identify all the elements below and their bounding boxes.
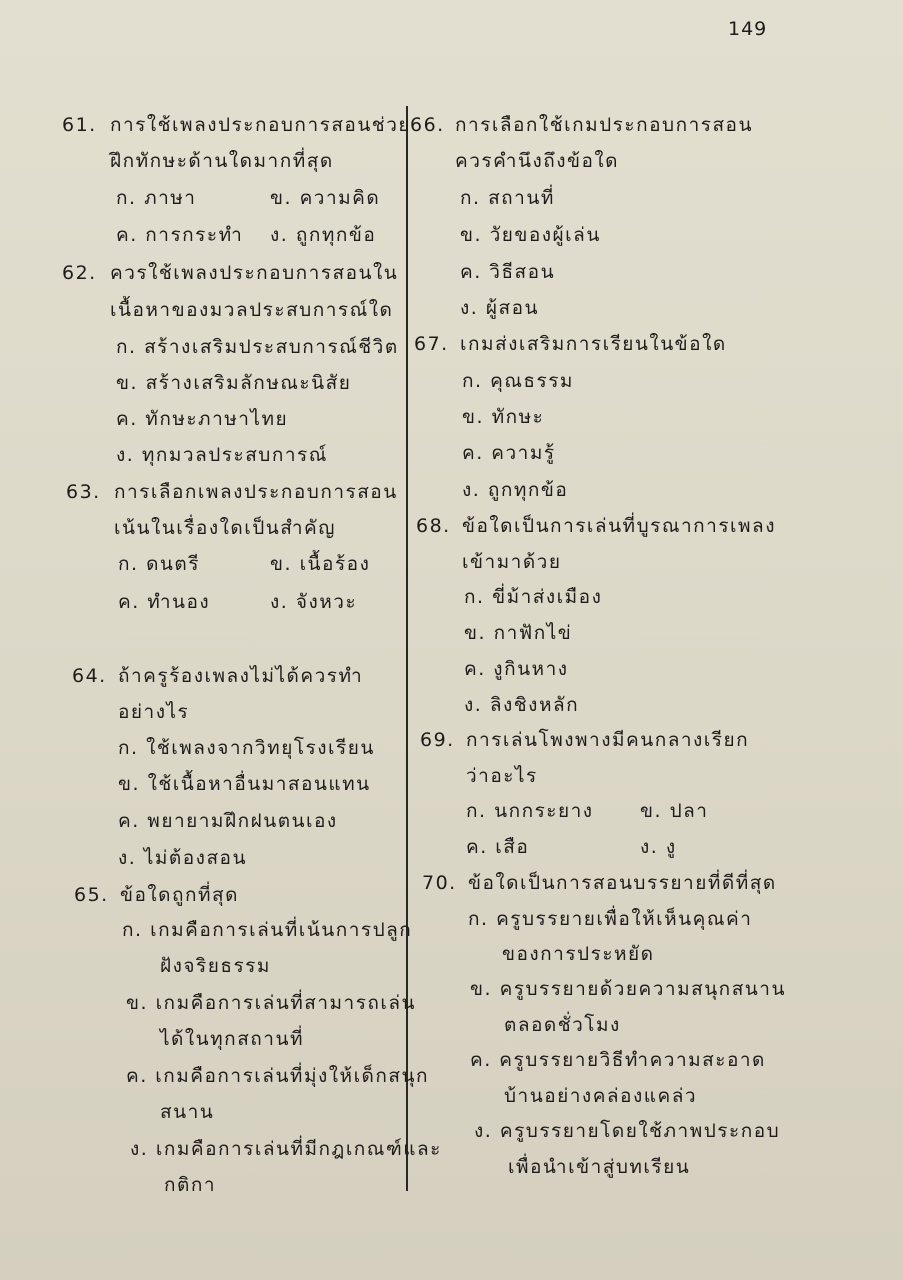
question-68-option-d: ง. ลิงชิงหลัก [464, 694, 580, 716]
question-69-text-1: การเล่นโพงพางมีคนกลางเรียก [466, 729, 750, 751]
question-65-option-d-2: กติกา [164, 1174, 217, 1196]
question-63-option-b: ข. เนื้อร้อง [270, 553, 371, 575]
question-64-option-d: ง. ไม่ต้องสอน [118, 847, 247, 869]
question-62-option-a: ก. สร้างเสริมประสบการณ์ชีวิต [116, 336, 399, 358]
question-61-text-1: การใช้เพลงประกอบการสอนช่วย [110, 114, 412, 136]
question-69-option-d: ง. งู [640, 836, 677, 858]
question-62-option-d: ง. ทุกมวลประสบการณ์ [116, 444, 328, 466]
question-70-option-b-1: ข. ครูบรรยายด้วยความสนุกสนาน [470, 978, 786, 1000]
question-65-option-b-1: ข. เกมคือการเล่นที่สามารถเล่น [126, 992, 417, 1014]
question-65-option-c-2: สนาน [160, 1101, 215, 1123]
question-66-option-a: ก. สถานที่ [460, 187, 555, 209]
question-70-option-a-1: ก. ครูบรรยายเพื่อให้เห็นคุณค่า [468, 908, 753, 930]
question-61-option-c: ค. การกระทำ [116, 224, 244, 246]
question-70-number: 70. [422, 872, 457, 894]
question-62-text-1: ควรใช้เพลงประกอบการสอนใน [110, 262, 399, 284]
question-70-option-b-2: ตลอดชั่วโมง [504, 1014, 621, 1036]
question-67-option-a: ก. คุณธรรม [462, 370, 574, 392]
question-67-option-c: ค. ความรู้ [462, 442, 556, 464]
question-67-option-d: ง. ถูกทุกข้อ [462, 479, 569, 501]
question-64-text-1: ถ้าครูร้องเพลงไม่ได้ควรทำ [118, 665, 364, 687]
question-66-number: 66. [410, 114, 445, 136]
question-66-option-b: ข. วัยของผู้เล่น [460, 224, 601, 246]
question-62-option-b: ข. สร้างเสริมลักษณะนิสัย [116, 372, 352, 394]
question-64-number: 64. [72, 665, 107, 687]
question-70-option-d-2: เพื่อนำเข้าสู่บทเรียน [508, 1156, 691, 1178]
question-66-text-2: ควรคำนึงถึงข้อใด [455, 150, 620, 172]
question-63-option-a: ก. ดนตรี [118, 553, 200, 575]
question-63-text-1: การเลือกเพลงประกอบการสอน [114, 481, 398, 503]
question-67-text-1: เกมส่งเสริมการเรียนในข้อใด [460, 333, 727, 355]
question-67-option-b: ข. ทักษะ [462, 406, 545, 428]
question-70-text-1: ข้อใดเป็นการสอนบรรยายที่ดีที่สุด [468, 872, 777, 894]
question-66-option-d: ง. ผู้สอน [460, 297, 539, 319]
question-62-number: 62. [62, 262, 97, 284]
question-69-number: 69. [420, 729, 455, 751]
question-69-option-a: ก. นกกระยาง [466, 800, 594, 822]
question-66-option-c: ค. วิธีสอน [460, 261, 556, 283]
question-62-text-2: เนื้อหาของมวลประสบการณ์ใด [110, 299, 394, 321]
question-69-option-b: ข. ปลา [640, 800, 709, 822]
question-63-option-c: ค. ทำนอง [118, 591, 211, 613]
question-68-text-1: ข้อใดเป็นการเล่นที่บูรณาการเพลง [462, 515, 776, 537]
question-61-option-a: ก. ภาษา [116, 187, 197, 209]
question-61-option-d: ง. ถูกทุกข้อ [270, 224, 377, 246]
question-61-text-2: ฝึกทักษะด้านใดมากที่สุด [110, 150, 334, 172]
question-68-option-b: ข. กาฟักไข่ [464, 622, 573, 644]
question-65-option-c-1: ค. เกมคือการเล่นที่มุ่งให้เด็กสนุก [126, 1065, 429, 1087]
question-70-option-a-2: ของการประหยัด [502, 943, 655, 965]
question-65-number: 65. [74, 884, 109, 906]
question-65-option-d-1: ง. เกมคือการเล่นที่มีกฎเกณฑ์และ [130, 1138, 442, 1160]
question-64-text-2: อย่างไร [118, 701, 190, 723]
question-63-number: 63. [66, 481, 101, 503]
question-69-option-c: ค. เสือ [466, 836, 530, 858]
question-64-option-b: ข. ใช้เนื้อหาอื่นมาสอนแทน [118, 773, 371, 795]
question-69-text-2: ว่าอะไร [466, 765, 538, 787]
question-63-option-d: ง. จังหวะ [270, 591, 358, 613]
question-61-number: 61. [62, 114, 97, 136]
page-number: 149 [728, 18, 768, 40]
question-62-option-c: ค. ทักษะภาษาไทย [116, 408, 289, 430]
question-70-option-d-1: ง. ครูบรรยายโดยใช้ภาพประกอบ [474, 1120, 781, 1142]
question-68-text-2: เข้ามาด้วย [462, 551, 562, 573]
question-63-text-2: เน้นในเรื่องใดเป็นสำคัญ [114, 517, 336, 539]
question-66-text-1: การเลือกใช้เกมประกอบการสอน [455, 114, 753, 136]
question-64-option-c: ค. พยายามฝึกฝนตนเอง [118, 810, 338, 832]
question-67-number: 67. [414, 333, 449, 355]
question-65-option-a-2: ฝังจริยธรรม [160, 955, 271, 977]
question-61-option-b: ข. ความคิด [270, 187, 381, 209]
question-68-option-c: ค. งูกินหาง [464, 658, 569, 680]
question-65-option-b-2: ได้ในทุกสถานที่ [160, 1028, 304, 1050]
question-70-option-c-1: ค. ครูบรรยายวิธีทำความสะอาด [470, 1049, 766, 1071]
question-65-text-1: ข้อใดถูกที่สุด [120, 884, 239, 906]
question-70-option-c-2: บ้านอย่างคล่องแคล่ว [504, 1085, 698, 1107]
question-68-option-a: ก. ขี่ม้าส่งเมือง [464, 586, 603, 608]
question-65-option-a-1: ก. เกมคือการเล่นที่เน้นการปลูก [122, 919, 413, 941]
column-divider [406, 106, 408, 1191]
question-64-option-a: ก. ใช้เพลงจากวิทยุโรงเรียน [118, 737, 375, 759]
question-68-number: 68. [416, 515, 451, 537]
